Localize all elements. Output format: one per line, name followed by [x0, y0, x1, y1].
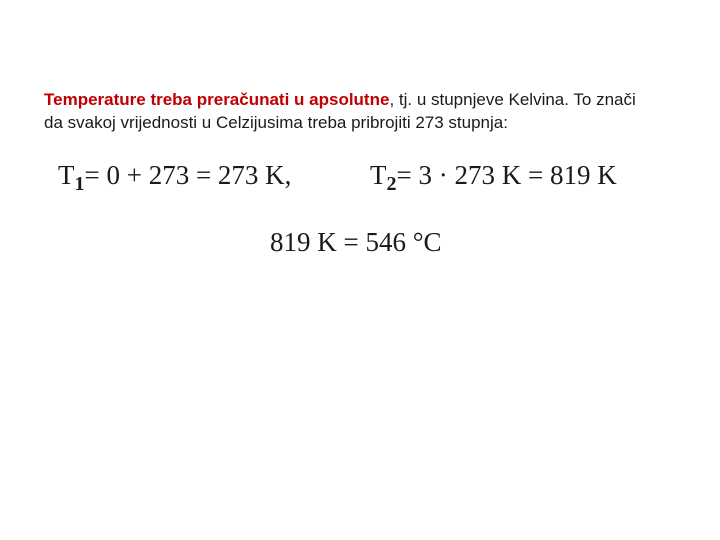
equation-t2-expression: = 3 · 273 K = 819 K: [396, 160, 617, 190]
equation-conversion-expression: 819 K = 546 °C: [270, 227, 442, 257]
equation-t2-symbol: T: [370, 160, 387, 190]
instruction-paragraph: [44, 88, 694, 134]
equation-t1: [58, 160, 292, 195]
equation-conversion: [270, 227, 442, 258]
paragraph-text-line1: , tj. u stupnjeve Kelvina. To znači: [389, 90, 636, 109]
highlighted-phrase: Temperature treba preračunati u apsolutne: [44, 90, 390, 109]
equation-t1-subscript: 1: [74, 173, 85, 195]
equation-t2-subscript: 2: [386, 173, 397, 195]
equation-t1-symbol: T: [58, 160, 75, 190]
equation-t1-expression: = 0 + 273 = 273 K,: [84, 160, 292, 190]
equation-t2: [370, 160, 617, 195]
paragraph-text-line2: da svakoj vrijednosti u Celzijusima treba pribrojiti 273 stupnja:: [44, 113, 508, 132]
